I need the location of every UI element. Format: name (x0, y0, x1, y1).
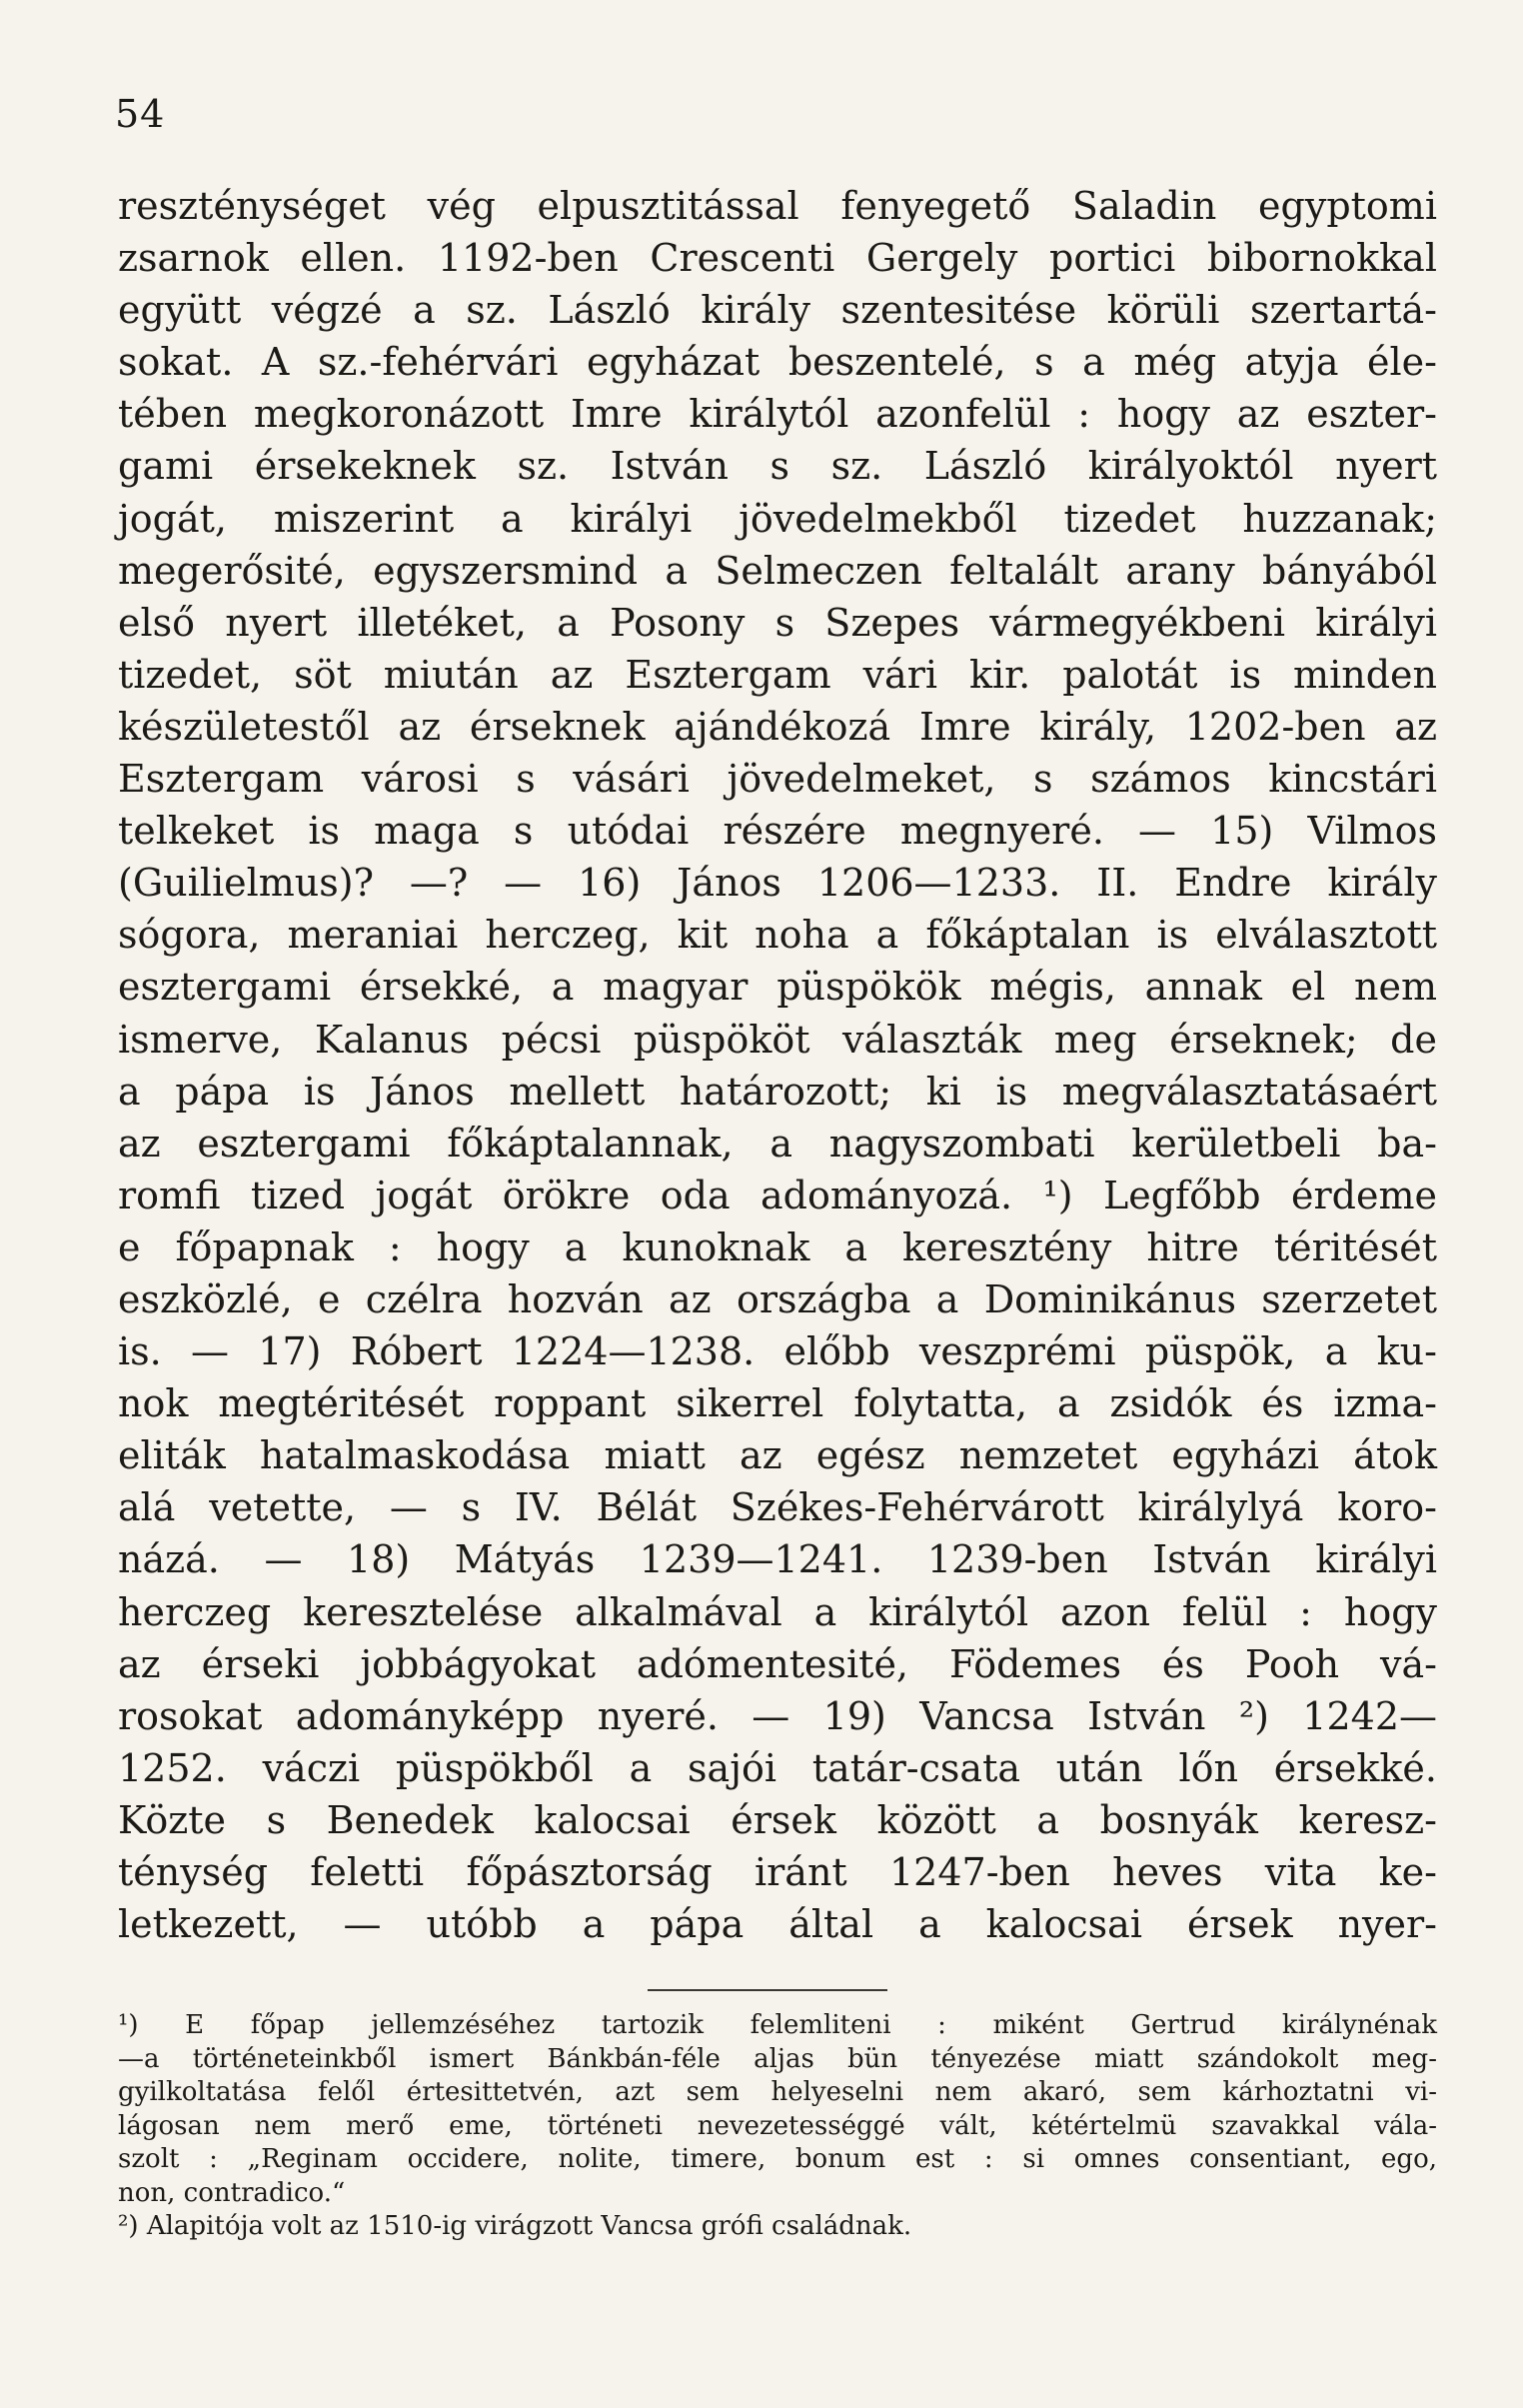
text-line: 1252. váczi püspökből a sajói tatár-csata után lőn érsekké. (118, 1745, 1437, 1790)
text-line: telkeket is maga s utódai részére megnyeré. — 15) Vilmos (118, 809, 1437, 854)
text-line: (Guilielmus)? —? — 16) János 1206—1233. II. Endre király (118, 861, 1437, 906)
text-line: zsarnok ellen. 1192-ben Crescenti Gergely portici bibornokkal (118, 236, 1437, 281)
text-line: az esztergami főkáptalannak, a nagyszombati kerületbeli ba- (118, 1121, 1437, 1166)
text-line: megerősité, egyszersmind a Selmeczen feltalált arany bányából (118, 548, 1437, 593)
footnote-line: —a történeteinkből ismert Bánkbán-féle aljas bün tényezése miatt szándokolt meg- (118, 2043, 1437, 2074)
text-line: názá. — 18) Mátyás 1239—1241. 1239-ben István királyi (118, 1537, 1437, 1582)
text-line: eszközlé, e czélra hozván az országba a Dominikánus szerzetet (118, 1276, 1437, 1321)
text-line: Közte s Benedek kalocsai érsek között a bosnyák keresz- (118, 1797, 1437, 1842)
text-line: ismerve, Kalanus pécsi püspököt választák meg érseknek; de (118, 1017, 1437, 1062)
text-line: sógora, meraniai herczeg, kit noha a főkáptalan is elválasztott (118, 913, 1437, 958)
page-number: 54 (115, 92, 166, 136)
footnote-divider (648, 1989, 887, 1991)
footnote-line: ²) Alapitója volt az 1510-ig virágzott Vancsa grófi családnak. (118, 2211, 912, 2241)
footnote-line: ¹) E főpap jellemzéséhez tartozik felemliteni : miként Gertrud királynénak (118, 2010, 1437, 2040)
text-line: letkezett, — utóbb a pápa által a kalocsai érsek nyer- (118, 1902, 1437, 1947)
text-line: esztergami érsekké, a magyar püspökök mégis, annak el nem (118, 965, 1437, 1010)
footnote-line: lágosan nem merő eme, történeti nevezetességgé vált, kétértelmü szavakkal vála- (118, 2110, 1437, 2141)
text-line: az érseki jobbágyokat adómentesité, Födemes és Pooh vá- (118, 1641, 1437, 1686)
main-text-block (118, 180, 1437, 1950)
text-line: alá vetette, — s IV. Bélát Székes-Fehérvárott királylyá koro- (118, 1485, 1437, 1530)
text-line: tizedet, söt miután az Esztergam vári kir. palotát is minden (118, 652, 1437, 697)
text-line: herczeg keresztelése alkalmával a királytól azon felül : hogy (118, 1589, 1437, 1634)
text-line: ténység feletti főpásztorság iránt 1247-ben heves vita ke- (118, 1850, 1437, 1894)
text-line: tében megkoronázott Imre királytól azonfelül : hogy az eszter- (118, 392, 1437, 437)
text-line: nok megtéritését roppant sikerrel folytatta, a zsidók és izma- (118, 1381, 1437, 1426)
footnote-line: szolt : „Reginam occidere, nolite, timere, bonum est : si omnes consentiant, ego, (118, 2144, 1437, 2174)
text-line: készületestől az érseknek ajándékozá Imre király, 1202-ben az (118, 704, 1437, 749)
text-line: a pápa is János mellett határozott; ki is megválasztatásaért (118, 1069, 1437, 1114)
text-line: Esztergam városi s vásári jövedelmeket, s számos kincstári (118, 757, 1437, 802)
text-line: rosokat adományképp nyeré. — 19) Vancsa István ²) 1242— (118, 1693, 1437, 1738)
text-line: sokat. A sz.-fehérvári egyházat beszentelé, s a még atyja éle- (118, 340, 1437, 385)
text-line: jogát, miszerint a királyi jövedelmekből tizedet huzzanak; (118, 496, 1437, 541)
text-line: gami érsekeknek sz. István s sz. László királyoktól nyert (118, 444, 1437, 489)
text-line: e főpapnak : hogy a kunoknak a keresztény hitre téritését (118, 1224, 1437, 1269)
text-line: romfi tized jogát örökre oda adományozá. ¹) Legfőbb érdeme (118, 1173, 1437, 1217)
footnotes-block (118, 2009, 1437, 2244)
text-line: első nyert illetéket, a Posony s Szepes vármegyékbeni királyi (118, 600, 1437, 645)
text-line: is. — 17) Róbert 1224—1238. előbb veszprémi püspök, a ku- (118, 1329, 1437, 1374)
footnote-line: gyilkoltatása felől értesittetvén, azt sem helyeselni nem akaró, sem kárhoztatni vi- (118, 2077, 1437, 2107)
footnote-line: non, contradico.“ (118, 2177, 346, 2208)
text-line: reszténységet vég elpusztitással fenyegető Saladin egyptomi (118, 184, 1437, 228)
text-line: eliták hatalmaskodása miatt az egész nemzetet egyházi átok (118, 1433, 1437, 1478)
text-line: együtt végzé a sz. László király szentesitése körüli szertartá- (118, 288, 1437, 333)
